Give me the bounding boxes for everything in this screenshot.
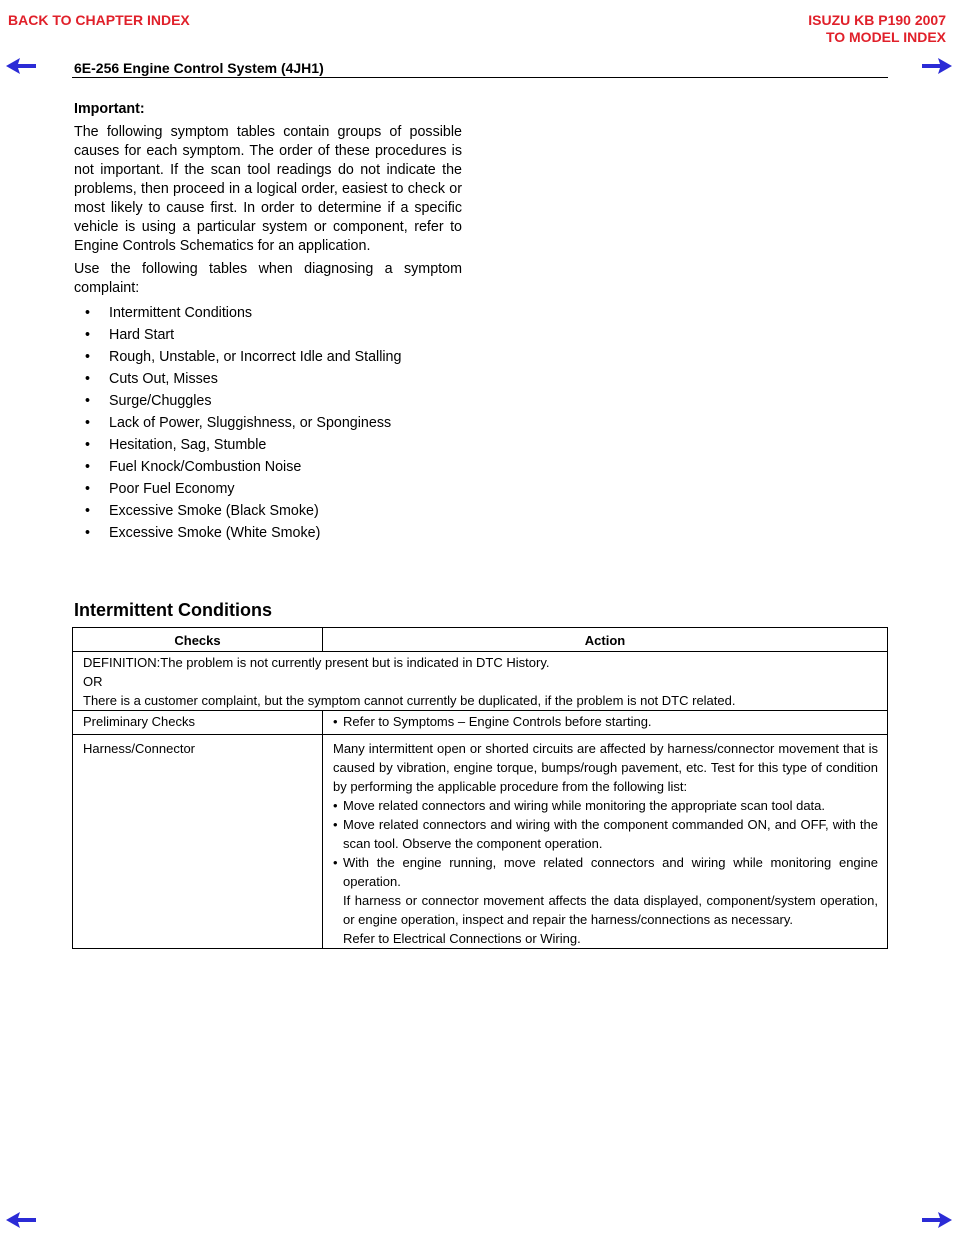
model-title: ISUZU KB P190 2007 xyxy=(808,12,946,28)
list-item: • Hesitation, Sag, Stumble xyxy=(74,434,462,456)
table-header-row xyxy=(73,628,888,652)
right-arrow-icon xyxy=(922,1212,952,1228)
back-to-chapter-index-link[interactable]: BACK TO CHAPTER INDEX xyxy=(8,12,190,28)
important-heading: Important: xyxy=(74,101,145,117)
action-cell xyxy=(323,735,888,949)
prev-page-bottom-button[interactable] xyxy=(6,1212,36,1228)
definition-line: DEFINITION:The problem is not currently present but is indicated in DTC History. xyxy=(83,655,550,670)
list-item: • Intermittent Conditions xyxy=(74,302,462,324)
action-column-header: Action xyxy=(323,628,888,652)
action-bullet xyxy=(333,815,878,853)
list-item: • Rough, Unstable, or Incorrect Idle and Stalling xyxy=(74,346,462,368)
action-bullet xyxy=(333,796,878,815)
header-divider xyxy=(72,77,888,78)
table-row xyxy=(73,735,888,949)
page-header-title: 6E-256 Engine Control System (4JH1) xyxy=(74,60,324,76)
list-item: • Excessive Smoke (Black Smoke) xyxy=(74,500,462,522)
action-cell xyxy=(323,711,888,735)
next-page-bottom-button[interactable] xyxy=(922,1212,952,1228)
bullet-glyph: • xyxy=(333,714,338,729)
model-index-block xyxy=(808,12,946,46)
check-cell: Preliminary Checks xyxy=(73,711,323,735)
action-note: Refer to Electrical Connections or Wiring. xyxy=(343,931,581,946)
left-arrow-icon xyxy=(6,1212,36,1228)
check-cell: Harness/Connector xyxy=(73,735,323,949)
definition-or: OR xyxy=(83,674,103,689)
definition-line: There is a customer complaint, but the symptom cannot currently be duplicated, if the problem is not DTC related. xyxy=(83,693,736,708)
next-page-button[interactable] xyxy=(922,58,952,74)
action-text: Move related connectors and wiring while monitoring the appropriate scan tool data. xyxy=(343,798,825,813)
action-intro: Many intermittent open or shorted circuits are affected by harness/connector movement that is caused by vibration, engine torque, bumps/rough pavement, etc. Test for this type of condition by performing the applicable procedure from the following list: xyxy=(333,741,878,794)
intro-paragraph: The following symptom tables contain groups of possible causes for each symptom. The order of these procedures is not important. If the scan tool readings do not indicate the problems, then proceed in a logical order, easiest to check or most likely to cause first. In order to determine if a specific vehicle is using a particular system or component, refer to Engine Controls Schematics for an application. xyxy=(74,124,462,254)
intro-section xyxy=(74,100,462,544)
list-item: • Cuts Out, Misses xyxy=(74,368,462,390)
symptom-list xyxy=(74,302,462,544)
list-item: • Surge/Chuggles xyxy=(74,390,462,412)
section-title: Intermittent Conditions xyxy=(74,600,272,620)
action-text: With the engine running, move related connectors and wiring while monitoring engine operation. xyxy=(343,855,878,889)
list-item: • Lack of Power, Sluggishness, or Sponginess xyxy=(74,412,462,434)
action-bullet xyxy=(333,853,878,891)
action-bullet xyxy=(333,712,878,731)
to-model-index-link[interactable]: TO MODEL INDEX xyxy=(825,29,946,45)
action-text: Move related connectors and wiring with the component commanded ON, and OFF, with the scan tool. Observe the component operation. xyxy=(343,817,878,851)
action-note: If harness or connector movement affects the data displayed, component/system operation, or engine operation, inspect and repair the harness/connections as necessary. xyxy=(343,893,878,927)
list-item: • Fuel Knock/Combustion Noise xyxy=(74,456,462,478)
prev-page-button[interactable] xyxy=(6,58,36,74)
list-item: • Poor Fuel Economy xyxy=(74,478,462,500)
list-item: • Hard Start xyxy=(74,324,462,346)
definition-cell xyxy=(73,652,888,711)
table-row xyxy=(73,652,888,711)
intermittent-conditions-table xyxy=(72,627,888,949)
bullet-glyph: • xyxy=(333,798,338,813)
right-arrow-icon xyxy=(922,58,952,74)
bullet-glyph: • xyxy=(333,855,338,870)
checks-column-header: Checks xyxy=(73,628,323,652)
left-arrow-icon xyxy=(6,58,36,74)
usage-paragraph: Use the following tables when diagnosing a symptom complaint: xyxy=(74,261,462,296)
bullet-glyph: • xyxy=(333,817,338,832)
action-text: Refer to Symptoms – Engine Controls before starting. xyxy=(343,714,652,729)
table-row xyxy=(73,711,888,735)
list-item: • Excessive Smoke (White Smoke) xyxy=(74,522,462,544)
